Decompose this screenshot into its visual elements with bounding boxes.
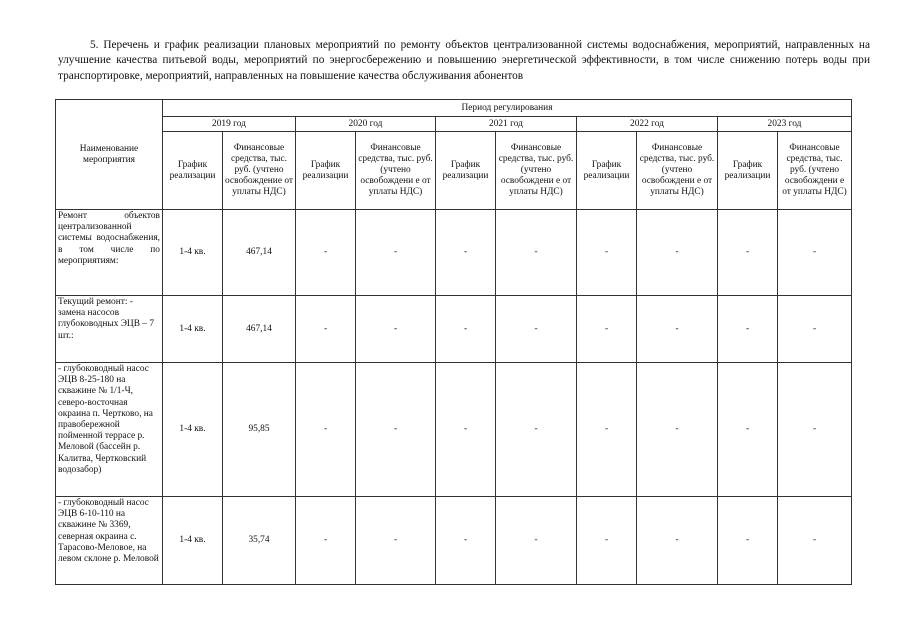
year-header: 2021 год [436,117,577,132]
schedule-cell: - [296,363,356,497]
finance-cell: - [637,497,718,585]
finance-cell: - [778,363,852,497]
schedule-header: График реализации [296,132,356,210]
year-header: 2019 год [163,117,296,132]
finance-header: Финансовые средства, тыс. руб. (учтено освобождени е от уплаты НДС) [356,132,436,210]
schedule-cell: - [436,363,496,497]
schedule-cell: - [296,296,356,363]
finance-header: Финансовые средства, тыс. руб. (учтено освобождение от уплаты НДС) [223,132,296,210]
finance-cell: 95,85 [223,363,296,497]
schedule-cell: - [577,210,637,296]
schedule-cell: - [436,296,496,363]
finance-cell: - [778,210,852,296]
measure-name: Текущий ремонт: - замена насосов глубоководных ЭЦВ – 7 шт.: [56,296,163,363]
table-row [56,497,852,585]
schedule-header: График реализации [163,132,223,210]
schedule-cell: - [718,210,778,296]
table-row [56,210,852,296]
schedule-cell: - [718,296,778,363]
schedule-cell: 1-4 кв. [163,296,223,363]
finance-cell: 35,74 [223,497,296,585]
schedule-cell: 1-4 кв. [163,363,223,497]
finance-cell: - [496,296,577,363]
schedule-header: График реализации [436,132,496,210]
schedule-cell: - [577,497,637,585]
section-heading-text: 5. Перечень и график реализации плановых мероприятий по ремонту объектов централизованной системы водоснабжения, мероприятий, направленных на улучшение качества питьевой воды, мероприятий по энергосбережению и повышению энергетической эффективности, в том числе снижению потерь воды при транспортировке, мероприятий, направленных на повышение качества обслуживания абонентов [58,39,870,82]
table-row [56,296,852,363]
schedule-cell: - [296,497,356,585]
year-header: 2020 год [296,117,436,132]
finance-cell: - [356,363,436,497]
year-header: 2023 год [718,117,852,132]
finance-cell: - [496,210,577,296]
schedule-cell: - [436,210,496,296]
measure-name: - глубоководный насос ЭЦВ 8-25-180 на скважине № 1/1-Ч, северо-восточная окраина п. Чертково, на правобережной пойменной террасе р. Меловой (бассейн р. Калитва, Чертковский водозабор) [56,363,163,497]
finance-cell: - [356,497,436,585]
finance-cell: - [637,296,718,363]
schedule-header: График реализации [577,132,637,210]
finance-header: Финансовые средства, тыс. руб. (учтено освобождени е от уплаты НДС) [778,132,852,210]
finance-cell: - [356,210,436,296]
measures-table [55,99,852,585]
finance-cell: - [637,363,718,497]
finance-cell: - [637,210,718,296]
year-header: 2022 год [577,117,718,132]
finance-cell: 467,14 [223,210,296,296]
schedule-cell: - [718,497,778,585]
finance-header: Финансовые средства, тыс. руб. (учтено освобождени е от уплаты НДС) [496,132,577,210]
schedule-cell: 1-4 кв. [163,210,223,296]
table-row [56,363,852,497]
measure-name: - глубоководный насос ЭЦВ 6-10-110 на скважине № 3369, северная окраина с. Тарасово-Меловое, на левом склоне р. Меловой [56,497,163,585]
finance-cell: - [778,497,852,585]
finance-header: Финансовые средства, тыс. руб. (учтено освобождени е от уплаты НДС) [637,132,718,210]
finance-cell: 467,14 [223,296,296,363]
finance-cell: - [778,296,852,363]
schedule-cell: - [436,497,496,585]
schedule-cell: - [718,363,778,497]
finance-cell: - [356,296,436,363]
schedule-cell: - [577,363,637,497]
measure-name: Ремонт объектов централизованной системы водоснабжения, в том числе по мероприятиям: [56,210,163,296]
schedule-cell: - [296,210,356,296]
name-column-header: Наименование мероприятия [56,100,163,210]
finance-cell: - [496,497,577,585]
section-heading [58,38,870,84]
finance-cell: - [496,363,577,497]
schedule-cell: - [577,296,637,363]
period-header: Период регулирования [163,100,852,117]
schedule-cell: 1-4 кв. [163,497,223,585]
schedule-header: График реализации [718,132,778,210]
